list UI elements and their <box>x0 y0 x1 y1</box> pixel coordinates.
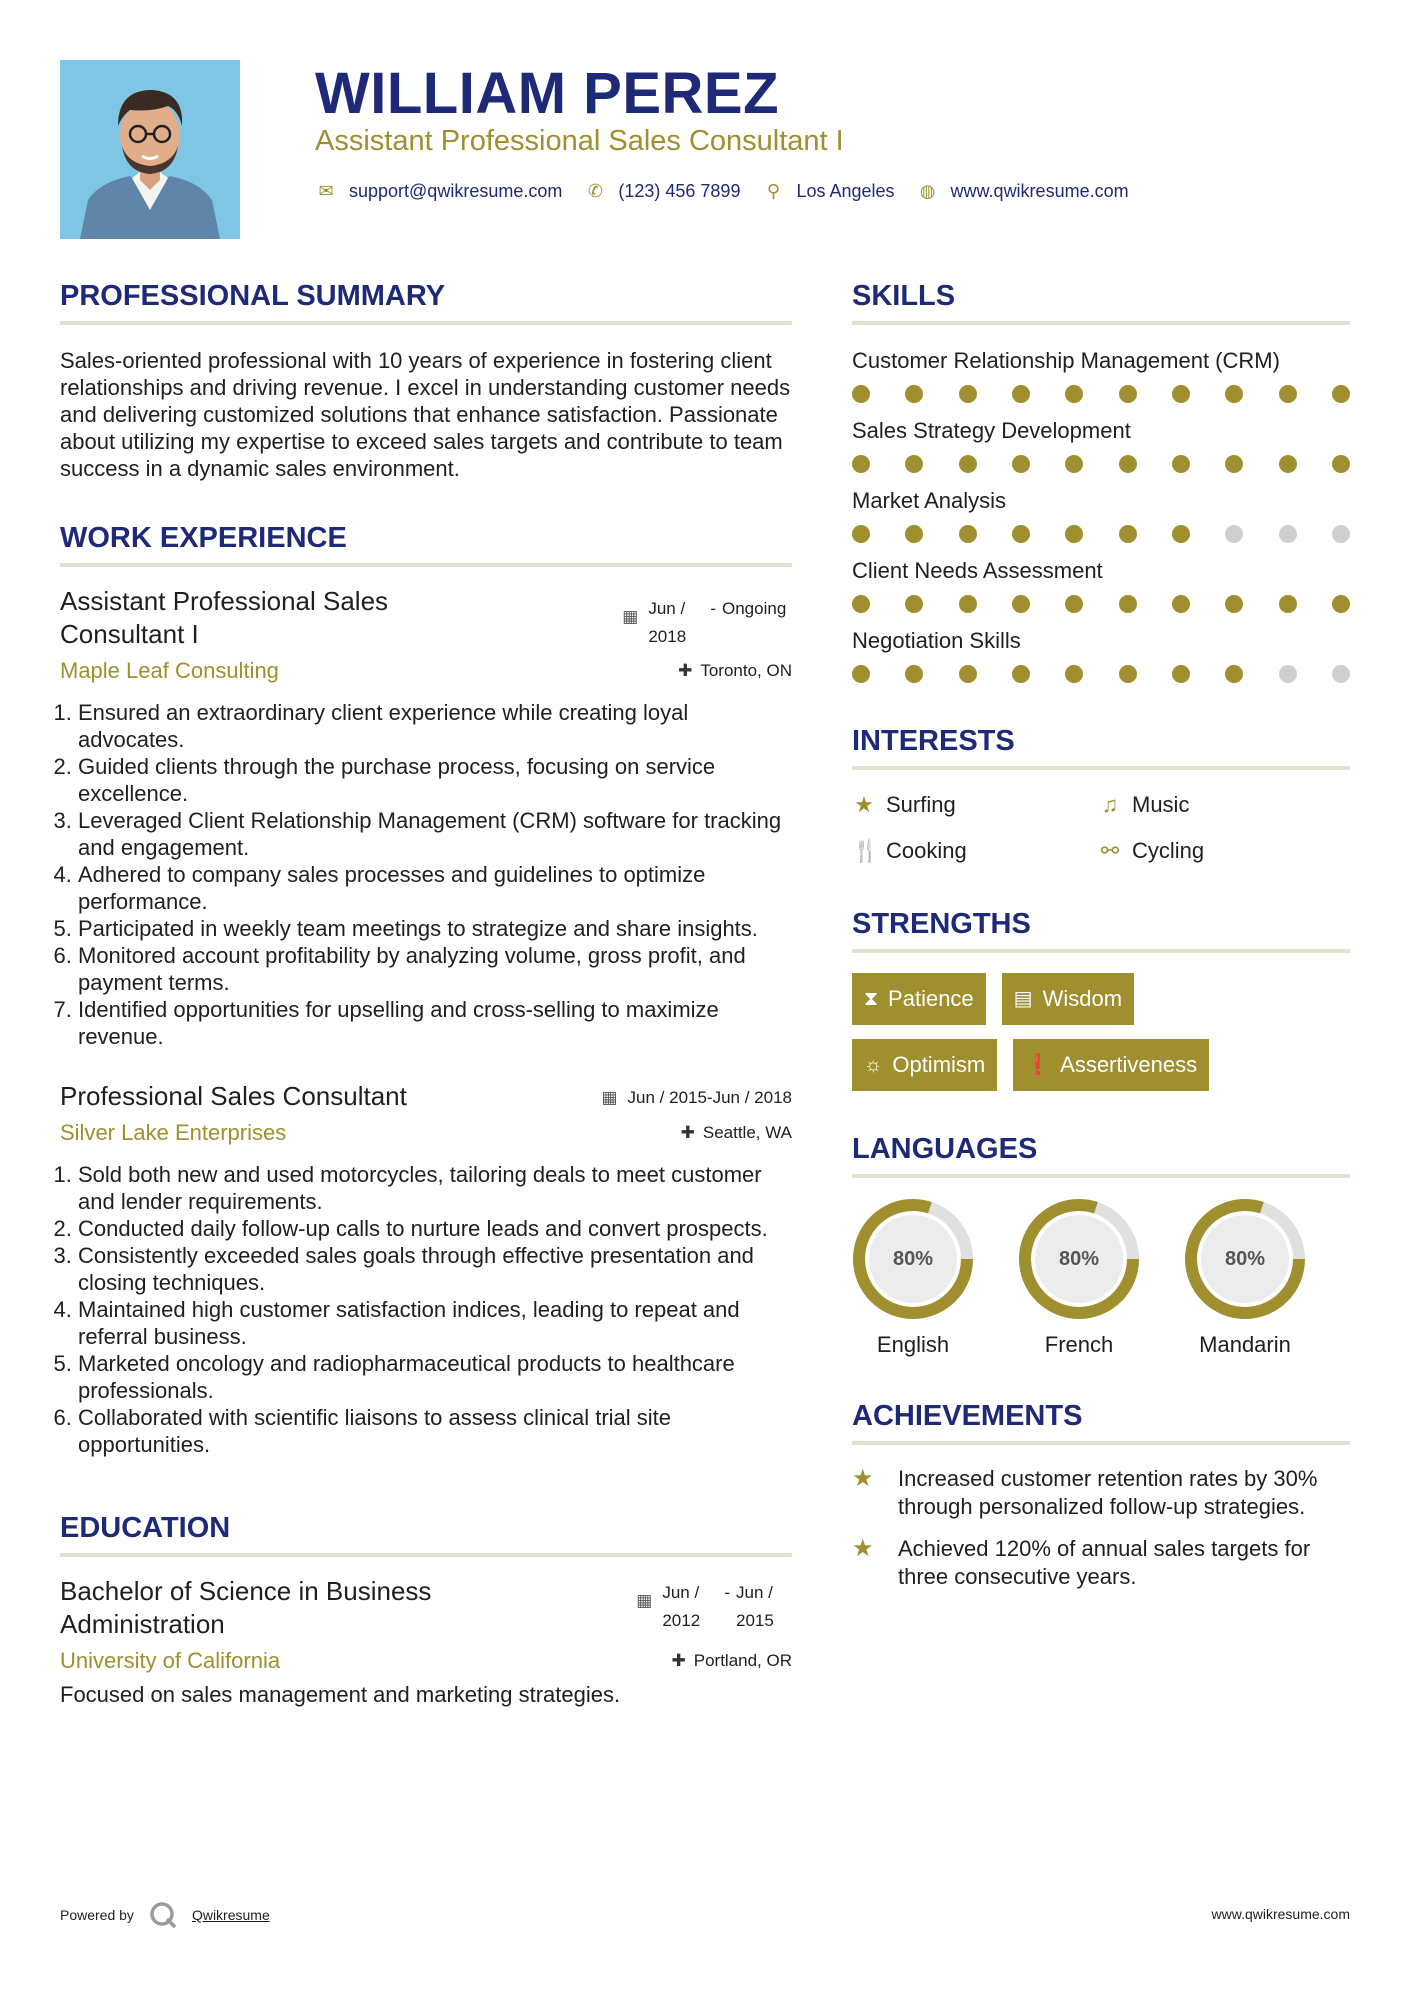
rating-dot <box>1332 455 1350 473</box>
education-date-end: Jun / 2015 <box>736 1583 774 1630</box>
duty-item: 7. Identified opportunities for upselling and cross-selling to maximize revenue. <box>78 996 792 1050</box>
calendar-icon: ▦ <box>601 1088 618 1107</box>
left-column <box>60 278 792 1709</box>
skill-name: Market Analysis <box>852 488 1007 513</box>
achievements-heading: ACHIEVEMENTS <box>852 1398 1350 1445</box>
strength-badge: ☼ Optimism <box>852 1039 997 1091</box>
contact-phone[interactable]: (123) 456 7899 <box>618 181 741 201</box>
pushpin-icon: ✚ <box>671 1651 686 1670</box>
summary-text: Sales-oriented professional with 10 years of experience in fostering client relationships and driving revenue. I excel in understanding customer needs and delivering customized solutions that enhance satisfaction. Passionate about utilizing my expertise to exceed sales targets and contribute to team success in a dynamic sales environment. <box>60 348 791 481</box>
strength-badge: ⧗ Patience <box>852 973 986 1025</box>
calendar-icon: ▦ <box>622 607 639 626</box>
skill-item <box>852 417 1350 473</box>
rating-dot <box>959 455 977 473</box>
skill-rating <box>852 455 1350 473</box>
rating-dot <box>852 525 870 543</box>
rating-dot <box>905 385 923 403</box>
skill-name: Customer Relationship Management (CRM) <box>852 348 1280 373</box>
rating-dot <box>1172 665 1190 683</box>
company-name: Maple Leaf Consulting <box>60 658 279 683</box>
profile-photo <box>60 60 240 239</box>
rating-dot <box>1172 455 1190 473</box>
language-ring <box>1018 1198 1140 1320</box>
calendar-icon: ▦ <box>636 1591 653 1610</box>
rating-dot <box>1279 455 1297 473</box>
job-date <box>601 1084 792 1112</box>
interests-list <box>852 790 1350 866</box>
globe-icon: ◍ <box>919 181 936 201</box>
interests-heading: INTERESTS <box>852 723 1350 770</box>
pushpin-icon: ✚ <box>678 661 693 680</box>
rating-dot <box>1225 665 1243 683</box>
duty-item: 1. Ensured an extraordinary client experience while creating loyal advocates. <box>78 699 792 753</box>
language-name: English <box>876 1332 950 1357</box>
skills-heading: SKILLS <box>852 278 1350 325</box>
skill-item <box>852 557 1350 613</box>
rating-dot <box>1119 665 1137 683</box>
rating-dot <box>1065 525 1083 543</box>
duty-list <box>60 699 792 1050</box>
job-date: ▦ Jun / 2018 - Ongoing <box>622 595 792 651</box>
rating-dot <box>1065 385 1083 403</box>
rating-dot <box>959 665 977 683</box>
duty-item: 5. Participated in weekly team meetings to strategize and share insights. <box>78 915 792 942</box>
skill-rating <box>852 525 1350 543</box>
duty-item: 1. Sold both new and used motorcycles, tailoring deals to meet customer and lender requirements. <box>78 1161 792 1215</box>
language-name: Mandarin <box>1199 1332 1291 1357</box>
languages-heading: LANGUAGES <box>852 1131 1350 1178</box>
rating-dot <box>959 385 977 403</box>
education-date: ▦ Jun / 2012 - Jun / 2015 <box>636 1579 792 1635</box>
rating-dot <box>1065 595 1083 613</box>
envelope-icon: ✉ <box>318 181 334 201</box>
skills-list <box>852 347 1350 683</box>
duty-item: 6. Monitored account profitability by analyzing volume, gross profit, and payment terms. <box>78 942 792 996</box>
rating-dot <box>1332 595 1350 613</box>
job-entry <box>60 585 792 1050</box>
duty-item: 5. Marketed oncology and radiopharmaceutical products to healthcare professionals. <box>78 1350 792 1404</box>
rating-dot <box>1279 525 1297 543</box>
language-ring <box>852 1198 974 1320</box>
rating-dot <box>1012 455 1030 473</box>
rating-dot <box>1225 455 1243 473</box>
candidate-name: WILLIAM PEREZ <box>315 61 780 126</box>
job-date-end: Ongoing <box>722 599 787 618</box>
education-date-start: Jun / 2012 <box>662 1583 701 1630</box>
star-icon: ★ <box>854 792 874 817</box>
rating-dot <box>1119 385 1137 403</box>
skill-name: Negotiation Skills <box>852 628 1021 653</box>
powered-by-label: Powered by <box>60 1907 134 1923</box>
education-description: Focused on sales management and marketing strategies. <box>60 1682 621 1707</box>
rating-dot <box>1119 455 1137 473</box>
phone-icon: ✆ <box>587 181 603 201</box>
skill-rating <box>852 385 1350 403</box>
language-percent: 80% <box>1058 1248 1100 1270</box>
cutlery-icon: 🍴 <box>852 838 880 863</box>
rating-dot <box>905 525 923 543</box>
rating-dot <box>1279 595 1297 613</box>
map-marker-icon: ⚲ <box>766 181 781 201</box>
job-title: Professional Sales Consultant <box>60 1081 407 1111</box>
footer-url[interactable]: www.qwikresume.com <box>1211 1906 1350 1922</box>
language-percent: 80% <box>1224 1248 1266 1270</box>
skill-item <box>852 347 1350 403</box>
company-name: Silver Lake Enterprises <box>60 1120 287 1145</box>
interest-item: ⚯ Cycling <box>1098 836 1344 866</box>
job-date-range: Jun / 2015-Jun / 2018 <box>627 1088 792 1107</box>
education-entry <box>60 1575 792 1709</box>
achievement-item: ★ Achieved 120% of annual sales targets for three consecutive years. <box>852 1535 1311 1589</box>
rating-dot <box>1172 525 1190 543</box>
language-name: French <box>1044 1332 1114 1357</box>
duty-item: 4. Adhered to company sales processes and guidelines to optimize performance. <box>78 861 792 915</box>
contact-bar <box>315 178 1151 204</box>
candidate-title: Assistant Professional Sales Consultant I <box>315 125 844 157</box>
rating-dot <box>1225 595 1243 613</box>
rating-dot <box>1225 525 1243 543</box>
skill-item <box>852 627 1350 683</box>
rating-dot <box>1065 455 1083 473</box>
languages-list <box>852 1198 1350 1358</box>
bicycle-icon: ⚯ <box>1100 838 1120 863</box>
skill-name: Client Needs Assessment <box>852 558 1103 583</box>
degree-title: Bachelor of Science in Business Administration <box>60 1576 432 1639</box>
job-date-start: Jun / 2018 <box>648 599 687 646</box>
music-note-icon: ♫ <box>1101 792 1119 817</box>
job-entry <box>60 1080 792 1458</box>
skill-rating <box>852 595 1350 613</box>
rating-dot <box>852 385 870 403</box>
skill-item <box>852 487 1350 543</box>
rating-dot <box>1012 665 1030 683</box>
language-item <box>1018 1198 1184 1358</box>
rating-dot <box>1119 525 1137 543</box>
exclamation-circle-icon: ❗ <box>1025 1054 1051 1076</box>
rating-dot <box>1119 595 1137 613</box>
rating-dot <box>1279 665 1297 683</box>
rating-dot <box>905 455 923 473</box>
brand-link[interactable]: Qwikresume <box>191 1907 270 1923</box>
duty-item: 2. Guided clients through the purchase process, focusing on service excellence. <box>78 753 792 807</box>
rating-dot <box>1012 525 1030 543</box>
rating-dot <box>1225 385 1243 403</box>
job-title: Assistant Professional Sales Consultant I <box>60 586 389 649</box>
book-icon: ▤ <box>1013 988 1033 1010</box>
interest-item: ♫ Music <box>1098 790 1344 820</box>
experience-heading: WORK EXPERIENCE <box>60 520 792 567</box>
rating-dot <box>1332 385 1350 403</box>
rating-dot <box>1172 595 1190 613</box>
duty-item: 6. Collaborated with scientific liaisons to assess clinical trial site opportunities. <box>78 1404 792 1458</box>
rating-dot <box>1332 525 1350 543</box>
hourglass-icon: ⧗ <box>864 988 879 1010</box>
school-location: ✚ Portland, OR <box>671 1651 792 1670</box>
strength-badge: ▤ Wisdom <box>1002 973 1134 1025</box>
sun-icon: ☼ <box>864 1054 883 1076</box>
rating-dot <box>1012 595 1030 613</box>
contact-location: Los Angeles <box>796 181 895 201</box>
skill-rating <box>852 665 1350 683</box>
rating-dot <box>852 455 870 473</box>
contact-website[interactable]: www.qwikresume.com <box>950 181 1129 201</box>
interest-item: ★ Surfing <box>852 790 1098 820</box>
pushpin-icon: ✚ <box>680 1123 695 1142</box>
rating-dot <box>852 595 870 613</box>
strength-badge: ❗ Assertiveness <box>1013 1039 1209 1091</box>
rating-dot <box>959 525 977 543</box>
trophy-star-icon: ★ <box>852 1535 874 1562</box>
rating-dot <box>1332 665 1350 683</box>
duty-item: 4. Maintained high customer satisfaction indices, leading to repeat and referral business. <box>78 1296 792 1350</box>
rating-dot <box>905 665 923 683</box>
rating-dot <box>959 595 977 613</box>
interest-item: 🍴 Cooking <box>852 836 1098 866</box>
achievements-list <box>852 1465 1350 1591</box>
summary-heading: PROFESSIONAL SUMMARY <box>60 278 792 325</box>
language-item <box>852 1198 1018 1358</box>
language-percent: 80% <box>892 1248 934 1270</box>
job-location: ✚ Seattle, WA <box>680 1123 792 1142</box>
rating-dot <box>905 595 923 613</box>
rating-dot <box>1172 385 1190 403</box>
contact-email[interactable]: support@qwikresume.com <box>349 181 563 201</box>
language-ring <box>1184 1198 1306 1320</box>
education-heading: EDUCATION <box>60 1510 792 1557</box>
achievement-item: ★ Increased customer retention rates by 30% through personalized follow-up strategies. <box>852 1465 1318 1519</box>
duty-item: 2. Conducted daily follow-up calls to nurture leads and convert prospects. <box>78 1215 792 1242</box>
duty-item: 3. Consistently exceeded sales goals through effective presentation and closing techniques. <box>78 1242 792 1296</box>
rating-dot <box>852 665 870 683</box>
language-item <box>1184 1198 1350 1358</box>
strengths-heading: STRENGTHS <box>852 906 1350 953</box>
school-name: University of California <box>60 1648 281 1673</box>
rating-dot <box>1012 385 1030 403</box>
duty-list <box>60 1161 792 1458</box>
rating-dot <box>1065 665 1083 683</box>
footer-powered <box>60 1900 270 1930</box>
qwikresume-logo-icon <box>148 1900 178 1930</box>
skill-name: Sales Strategy Development <box>852 418 1131 443</box>
duty-item: 3. Leveraged Client Relationship Management (CRM) software for tracking and engagement. <box>78 807 792 861</box>
trophy-star-icon: ★ <box>852 1465 874 1492</box>
strengths-list <box>852 973 1272 1091</box>
right-column <box>852 278 1350 1591</box>
job-location: ✚ Toronto, ON <box>678 661 792 680</box>
rating-dot <box>1279 385 1297 403</box>
